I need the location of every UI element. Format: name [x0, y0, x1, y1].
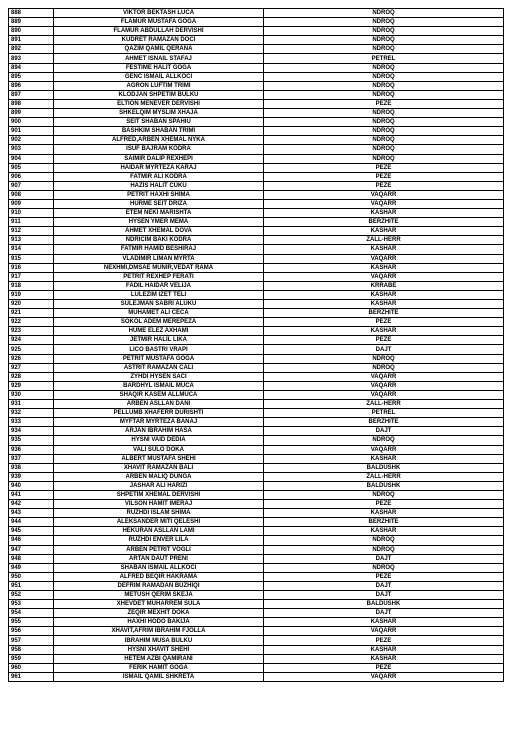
table-row — [9, 572, 504, 581]
location-name: NDROQ — [264, 363, 504, 372]
row-number: 935 — [9, 436, 54, 445]
table-row — [9, 500, 504, 509]
table-row — [9, 236, 504, 245]
location-name: PEZE — [264, 318, 504, 327]
records-table-body — [9, 9, 504, 682]
row-number: 942 — [9, 500, 54, 509]
table-row — [9, 454, 504, 463]
person-name: SHPETIM XHEMAL DERVISHI — [54, 490, 264, 499]
row-number: 944 — [9, 518, 54, 527]
table-row — [9, 363, 504, 372]
table-row — [9, 372, 504, 381]
row-number: 904 — [9, 154, 54, 163]
person-name: ETEM NEKI MARISHTA — [54, 209, 264, 218]
person-name: PETRIT MUSTAFA GOGA — [54, 354, 264, 363]
row-number: 957 — [9, 636, 54, 645]
table-row — [9, 63, 504, 72]
location-name: NDROQ — [264, 109, 504, 118]
table-row — [9, 581, 504, 590]
row-number: 917 — [9, 272, 54, 281]
person-name: FATMIR ALI KODRA — [54, 172, 264, 181]
location-name: BERZHITE — [264, 518, 504, 527]
location-name: KASHAR — [264, 290, 504, 299]
person-name: FLAMUR MUSTAFA GOGA — [54, 18, 264, 27]
location-name: NDROQ — [264, 536, 504, 545]
table-row — [9, 409, 504, 418]
table-row — [9, 90, 504, 99]
location-name: NDROQ — [264, 145, 504, 154]
person-name: FERIK HAMIT GOGA — [54, 663, 264, 672]
table-row — [9, 672, 504, 681]
table-row — [9, 463, 504, 472]
person-name: VILSON HAMIT IMERAJ — [54, 500, 264, 509]
person-name: HURME SEIT DRIZA — [54, 199, 264, 208]
person-name: ISMAIL QAMIL SHKRETA — [54, 672, 264, 681]
row-number: 910 — [9, 209, 54, 218]
person-name: FESTIME HALIT GOGA — [54, 63, 264, 72]
row-number: 956 — [9, 627, 54, 636]
table-row — [9, 545, 504, 554]
person-name: DEFRIM RAMADAN BUZHIQI — [54, 581, 264, 590]
row-number: 909 — [9, 199, 54, 208]
location-name: VAQARR — [264, 199, 504, 208]
person-name: ALFRED,ARBEN XHEMAL NYKA — [54, 136, 264, 145]
location-name: DAJT — [264, 609, 504, 618]
table-row — [9, 609, 504, 618]
person-name: ELTION MENEVER DERVISHI — [54, 99, 264, 108]
person-name: GENC ISMAIL ALLKOCI — [54, 72, 264, 81]
location-name: VAQARR — [264, 445, 504, 454]
row-number: 925 — [9, 345, 54, 354]
person-name: XHAVIT,AFRIM IBRAHIM FJOLLA — [54, 627, 264, 636]
location-name: NDROQ — [264, 436, 504, 445]
location-name: VAQARR — [264, 381, 504, 390]
table-row — [9, 663, 504, 672]
table-row — [9, 490, 504, 499]
row-number: 900 — [9, 118, 54, 127]
person-name: MUHAMET ALI CECA — [54, 309, 264, 318]
location-name: NDROQ — [264, 81, 504, 90]
location-name: PEZE — [264, 163, 504, 172]
table-row — [9, 18, 504, 27]
row-number: 939 — [9, 472, 54, 481]
location-name: NDROQ — [264, 563, 504, 572]
location-name: BALDUSHK — [264, 463, 504, 472]
location-name: PEZE — [264, 572, 504, 581]
person-name: PETRIT HAXHI SHIMA — [54, 190, 264, 199]
person-name: AGRON LUFTIM TRIMI — [54, 81, 264, 90]
row-number: 953 — [9, 600, 54, 609]
table-row — [9, 591, 504, 600]
row-number: 921 — [9, 309, 54, 318]
location-name: KASHAR — [264, 300, 504, 309]
location-name: PEZE — [264, 636, 504, 645]
location-name: ZALL-HERR — [264, 236, 504, 245]
table-row — [9, 172, 504, 181]
row-number: 891 — [9, 36, 54, 45]
row-number: 920 — [9, 300, 54, 309]
person-name: HYSNI VAID DEDIA — [54, 436, 264, 445]
table-row — [9, 381, 504, 390]
location-name: KASHAR — [264, 645, 504, 654]
location-name: PEZE — [264, 500, 504, 509]
person-name: ZYHDI HYSEN SACI — [54, 372, 264, 381]
location-name: NDROQ — [264, 127, 504, 136]
row-number: 961 — [9, 672, 54, 681]
location-name: KASHAR — [264, 454, 504, 463]
row-number: 927 — [9, 363, 54, 372]
row-number: 892 — [9, 45, 54, 54]
row-number: 933 — [9, 418, 54, 427]
person-name: LULEZIM IZET TELI — [54, 290, 264, 299]
row-number: 903 — [9, 145, 54, 154]
location-name: NDROQ — [264, 154, 504, 163]
row-number: 946 — [9, 536, 54, 545]
location-name: DAJT — [264, 581, 504, 590]
row-number: 928 — [9, 372, 54, 381]
table-row — [9, 127, 504, 136]
table-row — [9, 81, 504, 90]
table-row — [9, 518, 504, 527]
row-number: 937 — [9, 454, 54, 463]
person-name: SEIT SHABAN SPAHIU — [54, 118, 264, 127]
table-row — [9, 318, 504, 327]
person-name: HEKURAN ASLLAN LAMI — [54, 527, 264, 536]
person-name: HYSEN YMER MEMA — [54, 218, 264, 227]
row-number: 955 — [9, 618, 54, 627]
row-number: 938 — [9, 463, 54, 472]
person-name: VLADIMIR LIMAN MYRTA — [54, 254, 264, 263]
location-name: PETREL — [264, 409, 504, 418]
person-name: HAZIS HALIT CUKU — [54, 181, 264, 190]
person-name: HAXHI HODO BAKIJA — [54, 618, 264, 627]
table-row — [9, 163, 504, 172]
person-name: ISUF BAJRAM KODRA — [54, 145, 264, 154]
location-name: KASHAR — [264, 209, 504, 218]
row-number: 958 — [9, 645, 54, 654]
table-row — [9, 390, 504, 399]
person-name: XHAVIT RAMAZAN BALI — [54, 463, 264, 472]
person-name: SHKELQIM MYSLIM XHAJA — [54, 109, 264, 118]
table-row — [9, 436, 504, 445]
row-number: 894 — [9, 63, 54, 72]
table-row — [9, 181, 504, 190]
person-name: METUSH QERIM SKEJA — [54, 591, 264, 600]
location-name: PEZE — [264, 336, 504, 345]
location-name: ZALL-HERR — [264, 472, 504, 481]
table-row — [9, 209, 504, 218]
location-name: KASHAR — [264, 327, 504, 336]
person-name: ASTRIT RAMAZAN CALI — [54, 363, 264, 372]
location-name: KASHAR — [264, 263, 504, 272]
records-table — [8, 8, 504, 682]
row-number: 911 — [9, 218, 54, 227]
table-row — [9, 345, 504, 354]
row-number: 902 — [9, 136, 54, 145]
table-row — [9, 190, 504, 199]
table-row — [9, 527, 504, 536]
location-name: NDROQ — [264, 90, 504, 99]
row-number: 941 — [9, 490, 54, 499]
table-row — [9, 118, 504, 127]
row-number: 918 — [9, 281, 54, 290]
person-name: FATMIR HAMID BESHIRAJ — [54, 245, 264, 254]
location-name: VAQARR — [264, 372, 504, 381]
row-number: 960 — [9, 663, 54, 672]
row-number: 945 — [9, 527, 54, 536]
row-number: 947 — [9, 545, 54, 554]
person-name: SHAQIR KASEM ALLMUCA — [54, 390, 264, 399]
location-name: BERZHITE — [264, 418, 504, 427]
location-name: PEZE — [264, 663, 504, 672]
person-name: SAIMIR DALIP REXHEPI — [54, 154, 264, 163]
location-name: KRRABE — [264, 281, 504, 290]
person-name: FLAMUR ABDULLAH DERVISHI — [54, 27, 264, 36]
person-name: NEXHMI,DMSAE MUNIR,VEDAT RAMA — [54, 263, 264, 272]
table-row — [9, 272, 504, 281]
table-row — [9, 290, 504, 299]
location-name: VAQARR — [264, 390, 504, 399]
person-name: RUZHDI ENVER LILA — [54, 536, 264, 545]
person-name: AHMET ISNAIL STAFAJ — [54, 54, 264, 63]
location-name: DAJT — [264, 554, 504, 563]
location-name: NDROQ — [264, 63, 504, 72]
person-name: ARBEN MALIQ DUNGA — [54, 472, 264, 481]
location-name: VAQARR — [264, 627, 504, 636]
row-number: 954 — [9, 609, 54, 618]
row-number: 940 — [9, 481, 54, 490]
table-row — [9, 99, 504, 108]
location-name: BERZHITE — [264, 218, 504, 227]
row-number: 919 — [9, 290, 54, 299]
table-row — [9, 309, 504, 318]
table-row — [9, 636, 504, 645]
person-name: RUZHDI ISLAM SHIMA — [54, 509, 264, 518]
location-name: KASHAR — [264, 618, 504, 627]
row-number: 931 — [9, 400, 54, 409]
table-row — [9, 27, 504, 36]
table-row — [9, 445, 504, 454]
row-number: 897 — [9, 90, 54, 99]
person-name: JETMIR HALIL LIKA — [54, 336, 264, 345]
location-name: NDROQ — [264, 490, 504, 499]
table-row — [9, 327, 504, 336]
person-name: IBRAHIM MUSA BULKU — [54, 636, 264, 645]
row-number: 914 — [9, 245, 54, 254]
person-name: PELLUMB XHAFERR DURISHTI — [54, 409, 264, 418]
row-number: 912 — [9, 227, 54, 236]
location-name: PEZE — [264, 172, 504, 181]
person-name: SHABAN ISMAIL ALLKOCI — [54, 563, 264, 572]
row-number: 929 — [9, 381, 54, 390]
row-number: 893 — [9, 54, 54, 63]
table-row — [9, 618, 504, 627]
row-number: 896 — [9, 81, 54, 90]
table-row — [9, 563, 504, 572]
person-name: ALEKSANDER MITI QELESHI — [54, 518, 264, 527]
location-name: VAQARR — [264, 254, 504, 263]
location-name: NDROQ — [264, 354, 504, 363]
table-row — [9, 509, 504, 518]
table-row — [9, 600, 504, 609]
person-name: JASHAR ALI HARIZI — [54, 481, 264, 490]
row-number: 889 — [9, 18, 54, 27]
row-number: 905 — [9, 163, 54, 172]
location-name: VAQARR — [264, 672, 504, 681]
document-page — [8, 8, 504, 682]
person-name: VIKTOR BEKTASH LUCA — [54, 9, 264, 18]
location-name: KASHAR — [264, 245, 504, 254]
row-number: 926 — [9, 354, 54, 363]
table-row — [9, 263, 504, 272]
table-row — [9, 654, 504, 663]
table-row — [9, 136, 504, 145]
table-row — [9, 145, 504, 154]
location-name: DAJT — [264, 345, 504, 354]
row-number: 908 — [9, 190, 54, 199]
table-row — [9, 254, 504, 263]
person-name: HYSNI XHAVIT SHEHI — [54, 645, 264, 654]
row-number: 952 — [9, 591, 54, 600]
location-name: ZALL-HERR — [264, 400, 504, 409]
row-number: 913 — [9, 236, 54, 245]
row-number: 949 — [9, 563, 54, 572]
row-number: 923 — [9, 327, 54, 336]
table-row — [9, 400, 504, 409]
person-name: SULEJMAN SABRI ALUKU — [54, 300, 264, 309]
row-number: 951 — [9, 581, 54, 590]
person-name: ZEQIR MEXHIT DOKA — [54, 609, 264, 618]
row-number: 888 — [9, 9, 54, 18]
location-name: KASHAR — [264, 227, 504, 236]
row-number: 901 — [9, 127, 54, 136]
person-name: VALI SULO DOKA — [54, 445, 264, 454]
table-row — [9, 45, 504, 54]
person-name: QAZIM QAMIL QERANA — [54, 45, 264, 54]
location-name: NDROQ — [264, 18, 504, 27]
row-number: 899 — [9, 109, 54, 118]
table-row — [9, 536, 504, 545]
person-name: ALFRED BEQIR HAKRAMA — [54, 572, 264, 581]
row-number: 907 — [9, 181, 54, 190]
location-name: NDROQ — [264, 9, 504, 18]
location-name: NDROQ — [264, 545, 504, 554]
location-name: NDROQ — [264, 72, 504, 81]
table-row — [9, 109, 504, 118]
person-name: XHEVDET MUHARREM SULA — [54, 600, 264, 609]
table-row — [9, 281, 504, 290]
table-row — [9, 227, 504, 236]
person-name: KUDRET RAMAZAN DOCI — [54, 36, 264, 45]
person-name: ARBEN PETRIT VOGLI — [54, 545, 264, 554]
location-name: VAQARR — [264, 272, 504, 281]
table-row — [9, 418, 504, 427]
person-name: HETEM AZBI QAMIRANI — [54, 654, 264, 663]
table-row — [9, 472, 504, 481]
person-name: FADIL HAIDAR VELIJA — [54, 281, 264, 290]
person-name: AHMET XHEMAL DOVA — [54, 227, 264, 236]
location-name: KASHAR — [264, 527, 504, 536]
person-name: SOKOL ADEM MEREPEZA — [54, 318, 264, 327]
row-number: 916 — [9, 263, 54, 272]
location-name: PETREL — [264, 54, 504, 63]
location-name: NDROQ — [264, 45, 504, 54]
table-row — [9, 199, 504, 208]
location-name: NDROQ — [264, 136, 504, 145]
row-number: 948 — [9, 554, 54, 563]
table-row — [9, 354, 504, 363]
table-row — [9, 300, 504, 309]
table-row — [9, 554, 504, 563]
table-row — [9, 245, 504, 254]
person-name: BARDHYL ISMAIL MUCA — [54, 381, 264, 390]
location-name: KASHAR — [264, 509, 504, 518]
person-name: ARBEN ASLLAN DANI — [54, 400, 264, 409]
row-number: 930 — [9, 390, 54, 399]
table-row — [9, 72, 504, 81]
table-row — [9, 645, 504, 654]
row-number: 895 — [9, 72, 54, 81]
location-name: NDROQ — [264, 36, 504, 45]
person-name: LICO BASTRI VRAPI — [54, 345, 264, 354]
person-name: KLODJAN SHPETIM BULKU — [54, 90, 264, 99]
person-name: HAIDAR MYRTEZA KARAJ — [54, 163, 264, 172]
person-name: MYFTAR MYRTEZA BANAJ — [54, 418, 264, 427]
table-row — [9, 9, 504, 18]
location-name: NDROQ — [264, 118, 504, 127]
row-number: 898 — [9, 99, 54, 108]
person-name: ARJAN IBRAHIM HASA — [54, 427, 264, 436]
person-name: PETRIT REXHEP FERATI — [54, 272, 264, 281]
person-name: HUME ELEZ AXHAMI — [54, 327, 264, 336]
person-name: ARTAN DAUT PRENI — [54, 554, 264, 563]
location-name: PEZE — [264, 181, 504, 190]
location-name: BALDUSHK — [264, 481, 504, 490]
location-name: BERZHITE — [264, 309, 504, 318]
table-row — [9, 336, 504, 345]
table-row — [9, 627, 504, 636]
row-number: 890 — [9, 27, 54, 36]
table-row — [9, 218, 504, 227]
row-number: 959 — [9, 654, 54, 663]
person-name: BASHKIM SHABAN TRIMI — [54, 127, 264, 136]
location-name: VAQARR — [264, 190, 504, 199]
row-number: 936 — [9, 445, 54, 454]
location-name: NDROQ — [264, 27, 504, 36]
row-number: 915 — [9, 254, 54, 263]
row-number: 932 — [9, 409, 54, 418]
person-name: NDRICIM BAKI KODRA — [54, 236, 264, 245]
table-row — [9, 36, 504, 45]
table-row — [9, 481, 504, 490]
row-number: 950 — [9, 572, 54, 581]
row-number: 906 — [9, 172, 54, 181]
person-name: ALBERT MUSTAFA SHEHI — [54, 454, 264, 463]
row-number: 924 — [9, 336, 54, 345]
row-number: 943 — [9, 509, 54, 518]
location-name: DAJT — [264, 427, 504, 436]
row-number: 922 — [9, 318, 54, 327]
location-name: KASHAR — [264, 654, 504, 663]
location-name: BALDUSHK — [264, 600, 504, 609]
location-name: PEZE — [264, 99, 504, 108]
table-row — [9, 154, 504, 163]
location-name: DAJT — [264, 591, 504, 600]
table-row — [9, 54, 504, 63]
table-row — [9, 427, 504, 436]
row-number: 934 — [9, 427, 54, 436]
